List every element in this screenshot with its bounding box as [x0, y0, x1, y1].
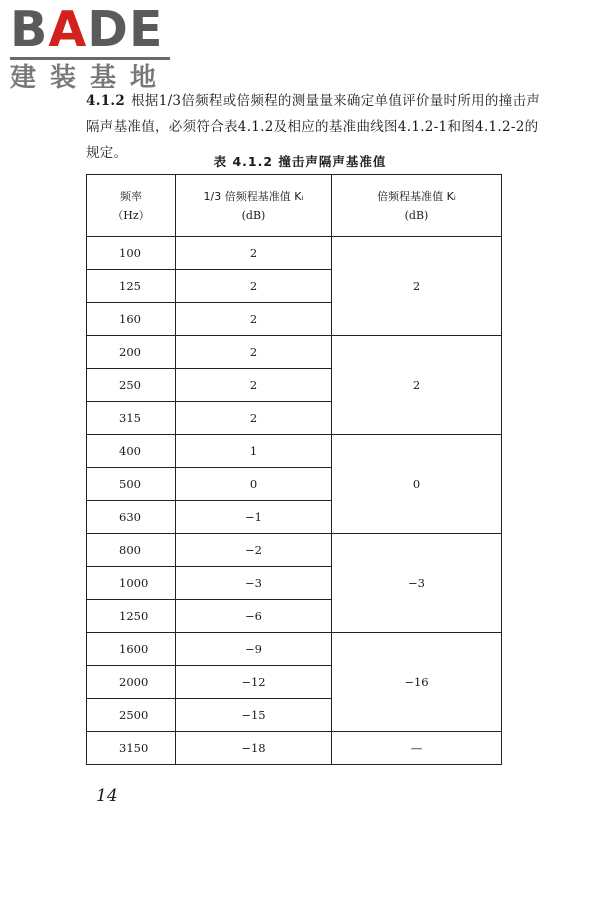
frequency-cell: 160 — [87, 303, 176, 336]
octave-cell: −16 — [332, 633, 502, 732]
third-octave-cell: −9 — [176, 633, 332, 666]
table-row — [87, 732, 502, 765]
octave-cell: 2 — [332, 237, 502, 336]
table-row — [87, 435, 502, 468]
table-row — [87, 633, 502, 666]
third-octave-cell: −3 — [176, 567, 332, 600]
frequency-cell: 250 — [87, 369, 176, 402]
frequency-cell: 630 — [87, 501, 176, 534]
third-octave-cell: −18 — [176, 732, 332, 765]
third-octave-cell: −2 — [176, 534, 332, 567]
frequency-cell: 1000 — [87, 567, 176, 600]
frequency-cell: 2500 — [87, 699, 176, 732]
frequency-cell: 100 — [87, 237, 176, 270]
frequency-cell: 1250 — [87, 600, 176, 633]
frequency-cell: 125 — [87, 270, 176, 303]
third-octave-cell: −15 — [176, 699, 332, 732]
table-row — [87, 534, 502, 567]
header-frequency: 频率 （Hz） — [87, 175, 176, 237]
frequency-cell: 2000 — [87, 666, 176, 699]
octave-cell: −3 — [332, 534, 502, 633]
third-octave-cell: 2 — [176, 237, 332, 270]
reference-value-table — [86, 174, 502, 765]
frequency-cell: 400 — [87, 435, 176, 468]
third-octave-cell: 2 — [176, 402, 332, 435]
frequency-cell: 800 — [87, 534, 176, 567]
header-third-octave: 1/3 倍频程基准值 Kᵢ (dB) — [176, 175, 332, 237]
octave-cell: 0 — [332, 435, 502, 534]
table-row — [87, 237, 502, 270]
third-octave-cell: −6 — [176, 600, 332, 633]
third-octave-cell: 2 — [176, 369, 332, 402]
table-row — [87, 336, 502, 369]
third-octave-cell: 2 — [176, 303, 332, 336]
header-octave: 倍频程基准值 Kᵢ (dB) — [332, 175, 502, 237]
logo-chinese: 建装基地 — [10, 63, 171, 93]
third-octave-cell: −12 — [176, 666, 332, 699]
frequency-cell: 1600 — [87, 633, 176, 666]
logo-wordmark: BADE — [10, 1, 164, 58]
frequency-cell: 500 — [87, 468, 176, 501]
third-octave-cell: 2 — [176, 336, 332, 369]
third-octave-cell: −1 — [176, 501, 332, 534]
third-octave-cell: 1 — [176, 435, 332, 468]
third-octave-cell: 2 — [176, 270, 332, 303]
frequency-cell: 3150 — [87, 732, 176, 765]
clause-number: 4.1.2 — [86, 92, 126, 109]
frequency-cell: 315 — [87, 402, 176, 435]
octave-cell: 2 — [332, 336, 502, 435]
page-number: 14 — [96, 786, 118, 806]
logo — [10, 1, 175, 93]
third-octave-cell: 0 — [176, 468, 332, 501]
octave-cell: — — [332, 732, 502, 765]
frequency-cell: 200 — [87, 336, 176, 369]
paragraph-text: 根据1/3倍频程或倍频程的测量量来确定单值评价量时所用的撞击声隔声基准值，必须符合表4.1.2及相应的基准曲线图4.1.2-1和图4.1.2-2的规定。 — [86, 92, 541, 161]
table-title: 表 4.1.2 撞击声隔声基准值 — [213, 154, 387, 169]
table-header-row — [87, 175, 502, 237]
